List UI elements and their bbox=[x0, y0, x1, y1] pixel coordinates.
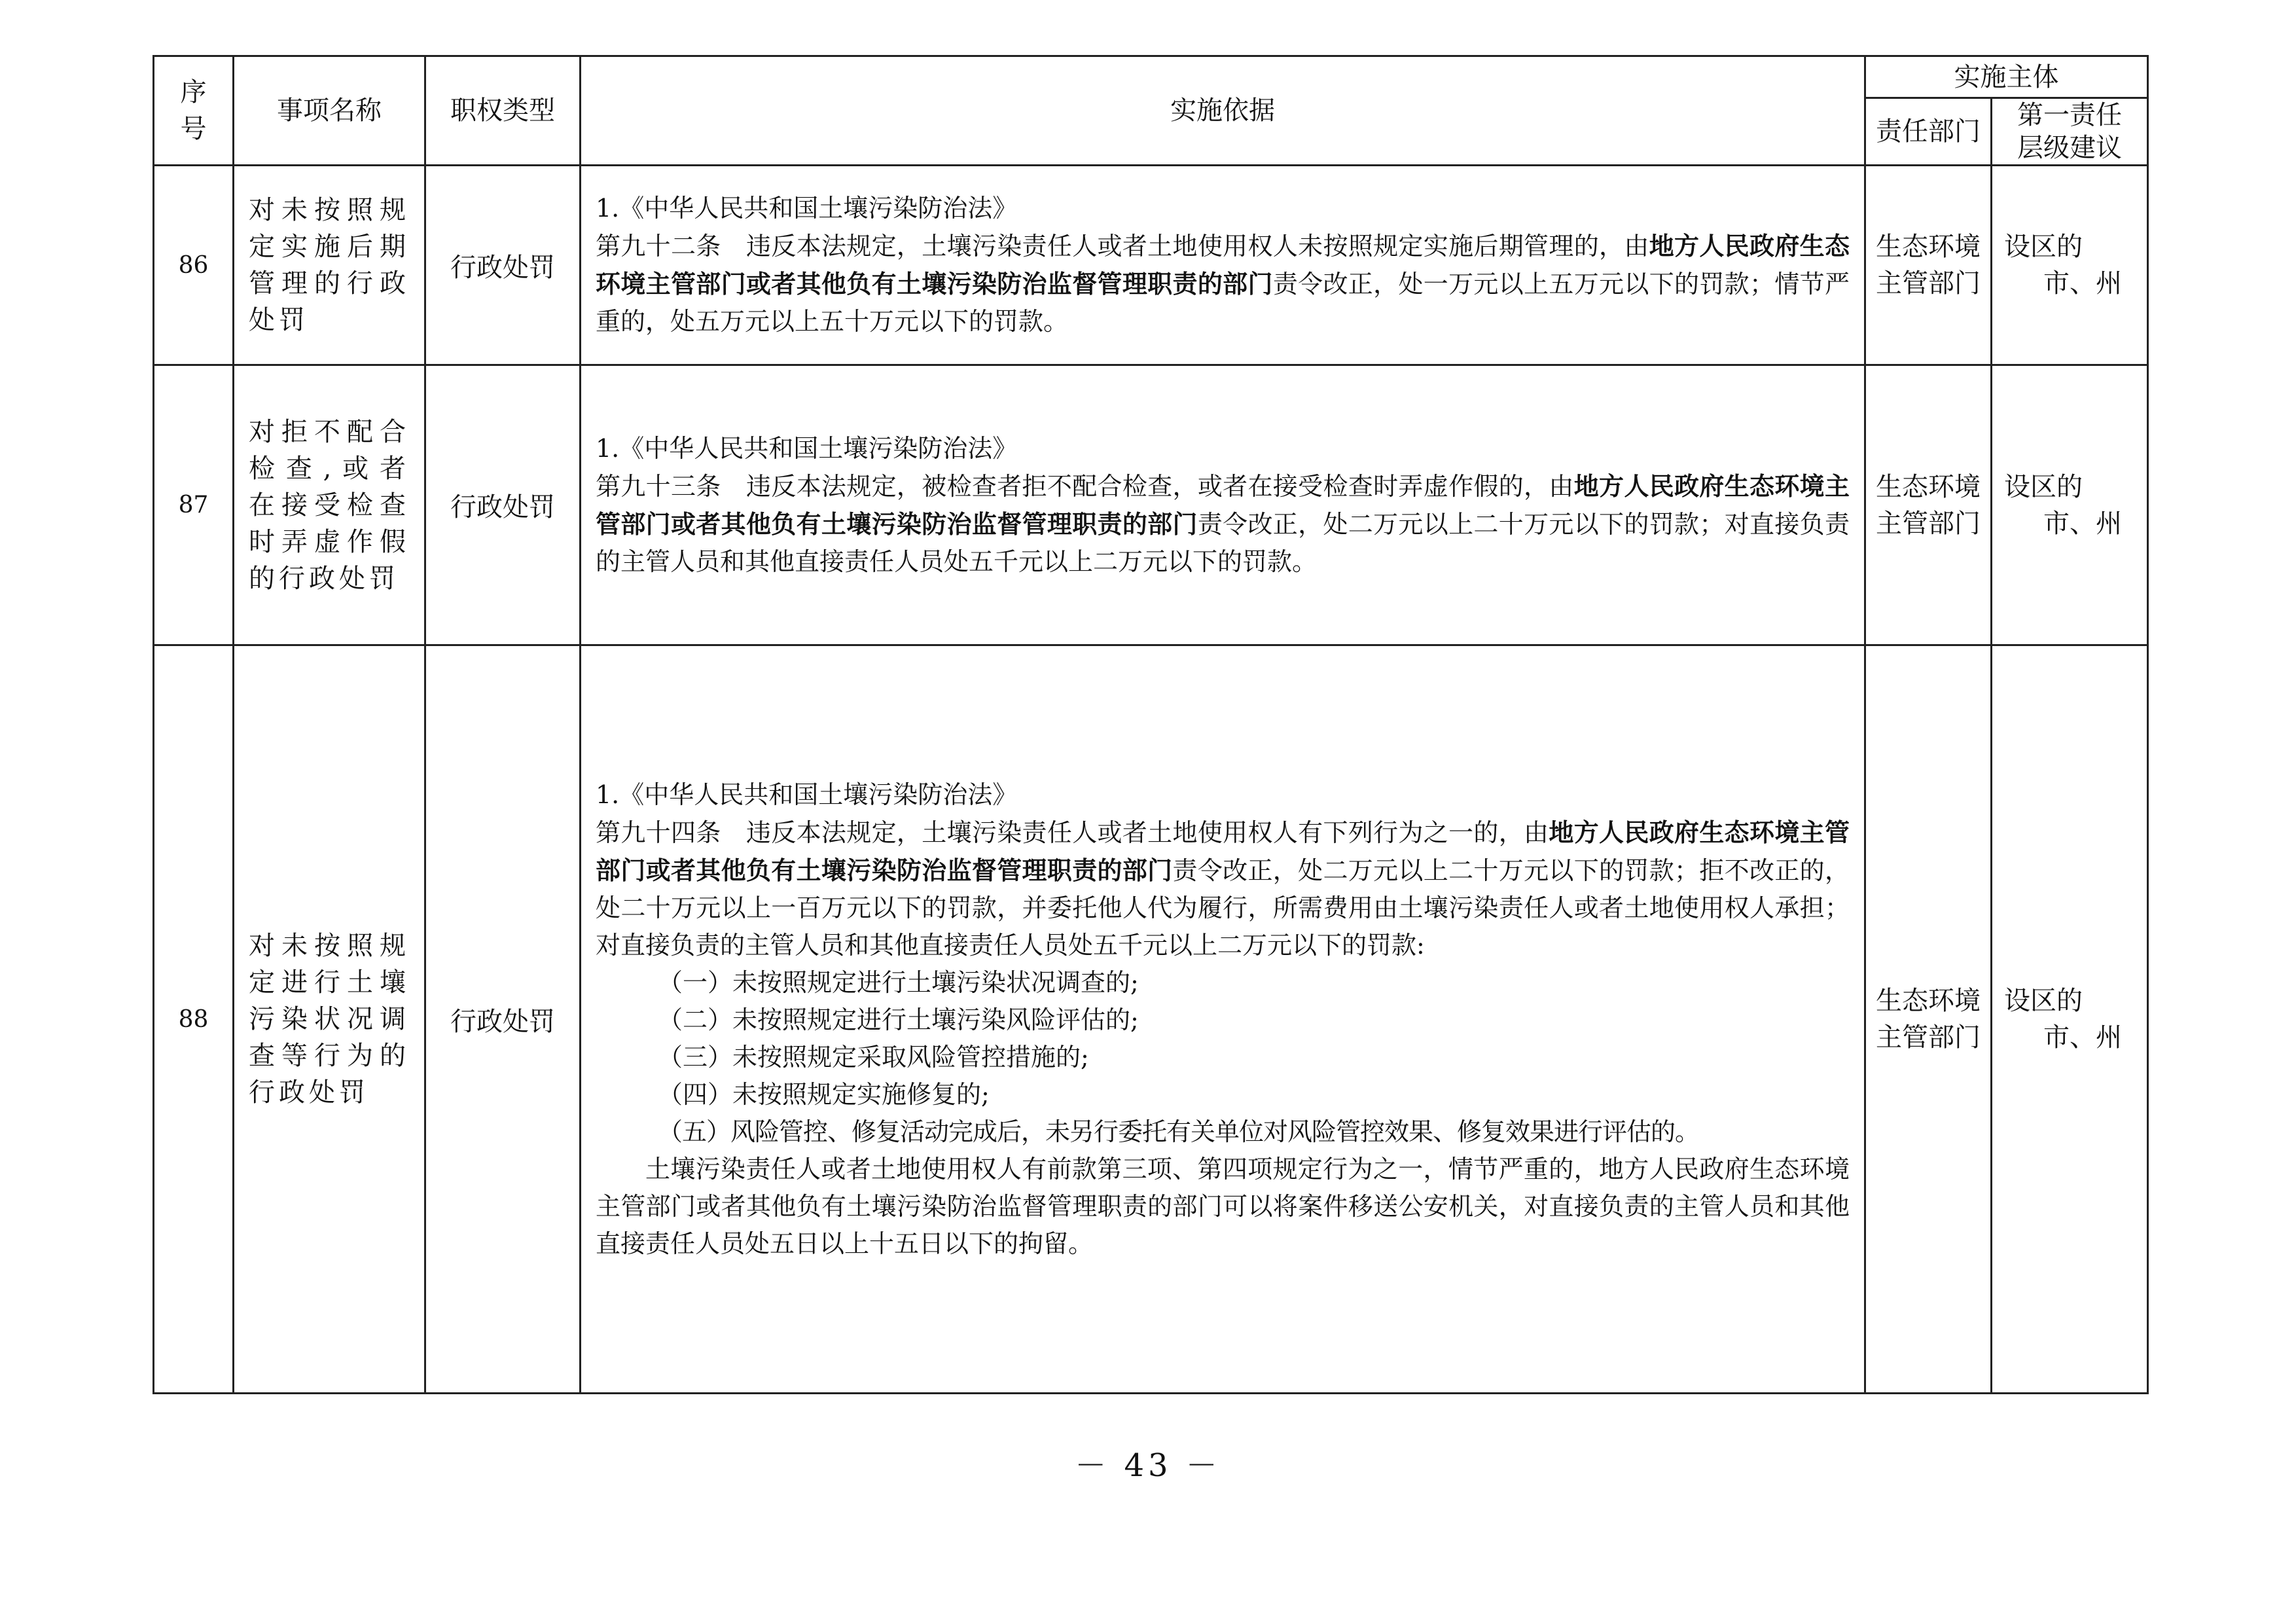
row-item-name: 对未按照规定实施后期管理的行政处罚 bbox=[234, 166, 425, 365]
violation-item: （五）风险管控、修复活动完成后，未另行委托有关单位对风险管控效果、修复效果进行评估的。 bbox=[658, 1117, 1700, 1146]
violation-item: （一）未按照规定进行土壤污染状况调查的; bbox=[658, 967, 1139, 997]
tail-paragraph: 土壤污染责任人或者土地使用权人有前款第三项、第四项规定行为之一，情节严重的，地方人民政府生态环境主管部门或者其他负有土壤污染防治监督管理职责的部门可以将案件移送公安机关，对直接负责的主管人员和其他直接责任人员处五日以上十五日以下的拘留。 bbox=[596, 1154, 1850, 1258]
row-first-level: 设区的 市、州 bbox=[1992, 645, 2148, 1394]
row-serial-number: 86 bbox=[154, 166, 234, 365]
row-first-level: 设区的 市、州 bbox=[1992, 365, 2148, 645]
row-responsible-dept: 生态环境主管部门 bbox=[1865, 365, 1992, 645]
responsible-authority-bold: 地方人民政府生态环境主管部门或者其他负有土壤污染防治监督管理职责的部门 bbox=[596, 817, 1850, 885]
law-title: 1.《中华人民共和国土壤污染防治法》 bbox=[596, 780, 1018, 809]
violation-item: （四）未按照规定实施修复的; bbox=[658, 1079, 990, 1109]
authority-table bbox=[152, 55, 2149, 1394]
row-authority-type: 行政处罚 bbox=[425, 166, 581, 365]
row-basis bbox=[581, 645, 1865, 1394]
header-first-level-suggestion: 第一责任层级建议 bbox=[1992, 98, 2148, 166]
page-number: － 43 － bbox=[1075, 1447, 1221, 1484]
responsible-authority-bold: 地方人民政府生态环境主管部门或者其他负有土壤污染防治监督管理职责的部门 bbox=[596, 471, 1850, 539]
row-serial-number: 88 bbox=[154, 645, 234, 1394]
row-item-name: 对未按照规定进行土壤污染状况调查等行为的行政处罚 bbox=[234, 645, 425, 1394]
table-row bbox=[154, 365, 2148, 645]
law-title: 1.《中华人民共和国土壤污染防治法》 bbox=[596, 194, 1018, 223]
row-serial-number: 87 bbox=[154, 365, 234, 645]
row-first-level: 设区的 市、州 bbox=[1992, 166, 2148, 365]
header-responsible-dept: 责任部门 bbox=[1865, 98, 1992, 166]
violation-item: （三）未按照规定采取风险管控措施的; bbox=[658, 1042, 1089, 1072]
header-authority-type: 职权类型 bbox=[425, 56, 581, 166]
header-implementation-basis: 实施依据 bbox=[581, 56, 1865, 166]
row-basis bbox=[581, 166, 1865, 365]
table-row bbox=[154, 166, 2148, 365]
row-authority-type: 行政处罚 bbox=[425, 645, 581, 1394]
responsible-authority-bold: 地方人民政府生态环境主管部门或者其他负有土壤污染防治监督管理职责的部门 bbox=[596, 231, 1850, 298]
article-text: 第九十四条 违反本法规定，土壤污染责任人或者土地使用权人有下列行为之一的，由地方人民政府生态环境主管部门或者其他负有土壤污染防治监督管理职责的部门责令改正，处二万元以上二十万元以下的罚款；拒不改正的，处二十万元以上一百万元以下的罚款，并委托他人代为履行，所需费用由土壤污染责任人或者土地使用权人承担；对直接负责的主管人员和其他直接责任人员处五千元以上二万元以下的罚款: bbox=[596, 817, 1850, 960]
table-row bbox=[154, 645, 2148, 1394]
article-text: 第九十二条 违反本法规定，土壤污染责任人或者土地使用权人未按照规定实施后期管理的，由地方人民政府生态环境主管部门或者其他负有土壤污染防治监督管理职责的部门责令改正，处一万元以上五万元以下的罚款；情节严重的，处五万元以上五十万元以下的罚款。 bbox=[596, 231, 1850, 336]
row-authority-type: 行政处罚 bbox=[425, 365, 581, 645]
row-item-name: 对拒不配合检查,或者在接受检查时弄虚作假的行政处罚 bbox=[234, 365, 425, 645]
article-text: 第九十三条 违反本法规定，被检查者拒不配合检查，或者在接受检查时弄虚作假的，由地方人民政府生态环境主管部门或者其他负有土壤污染防治监督管理职责的部门责令改正，处二万元以上二十万元以下的罚款；对直接负责的主管人员和其他直接责任人员处五千元以上二万元以下的罚款。 bbox=[596, 471, 1850, 576]
row-basis bbox=[581, 365, 1865, 645]
header-item-name: 事项名称 bbox=[234, 56, 425, 166]
header-implementing-subject: 实施主体 bbox=[1865, 56, 2148, 98]
row-responsible-dept: 生态环境主管部门 bbox=[1865, 166, 1992, 365]
header-serial-number: 序号 bbox=[154, 56, 234, 166]
row-responsible-dept: 生态环境主管部门 bbox=[1865, 645, 1992, 1394]
law-title: 1.《中华人民共和国土壤污染防治法》 bbox=[596, 433, 1018, 463]
violation-item: （二）未按照规定进行土壤污染风险评估的; bbox=[658, 1005, 1139, 1034]
